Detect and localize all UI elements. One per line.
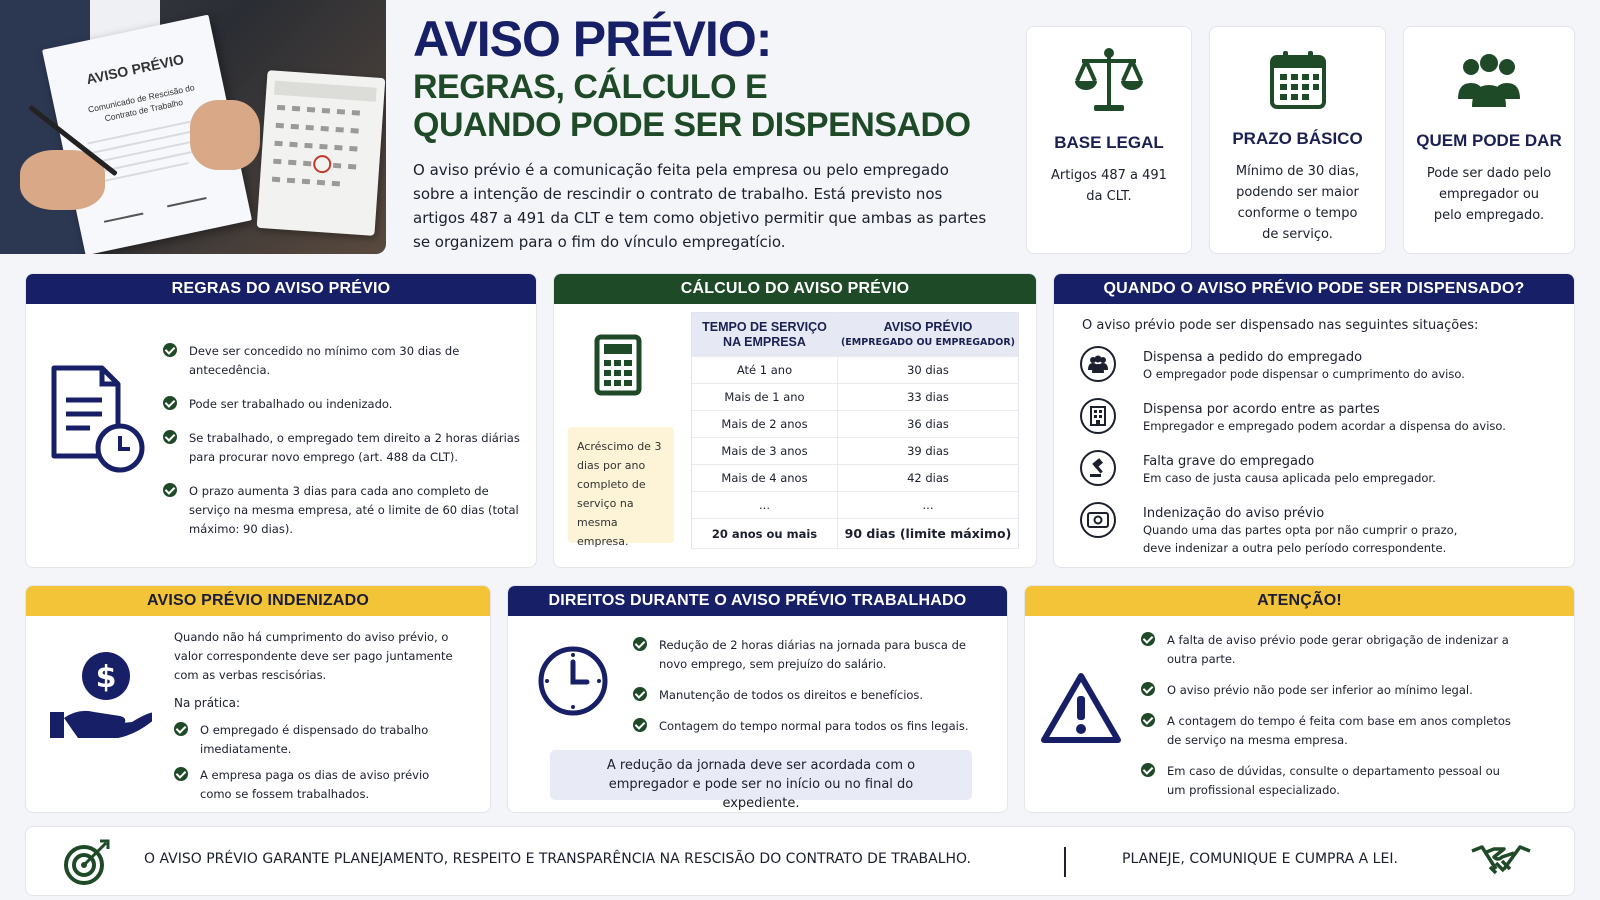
calculo-title: CÁLCULO DO AVISO PRÉVIO	[554, 274, 1036, 304]
check-icon	[1141, 713, 1155, 727]
dispensa-item: Indenização do aviso prévio Quando uma das partes opta por não cumprir o prazo, deve indenizar a outra pelo período correspondente.	[1143, 506, 1458, 555]
list-item: Manutenção de todos os direitos e benefícios.	[633, 686, 978, 705]
calculo-table	[691, 312, 1019, 549]
indenizado-text: Quando não há cumprimento do aviso prévio, o valor correspondente deve ser pago juntamente com as verbas rescisórias.	[174, 630, 453, 682]
title-line-2: REGRAS, CÁLCULO E	[413, 68, 768, 106]
list-item: Deve ser concedido no mínimo com 30 dias de antecedência.	[163, 342, 523, 380]
direitos-note: A redução da jornada deve ser acordada com o empregador e pode ser no início ou no final do expediente.	[550, 750, 972, 800]
document-clock-icon	[46, 364, 146, 474]
indenizado-title: AVISO PRÉVIO INDENIZADO	[26, 586, 490, 616]
table-header	[692, 313, 1019, 357]
atencao-section	[1024, 585, 1575, 813]
table-row: 20 anos ou mais 90 dias (limite máximo)	[692, 519, 1019, 549]
check-icon	[163, 483, 177, 497]
footer-slogan: PLANEJE, COMUNIQUE E CUMPRA A LEI.	[1122, 851, 1398, 867]
list-item: Se trabalhado, o empregado tem direito a 2 horas diárias para procurar novo emprego (art. 488 da CLT).	[163, 429, 523, 467]
title-line-3: QUANDO PODE SER DISPENSADO	[413, 106, 971, 144]
footer-banner	[25, 826, 1575, 896]
info-card-title: PRAZO BÁSICO	[1232, 129, 1363, 148]
list-item: Redução de 2 horas diárias na jornada para busca de novo emprego, sem prejuízo do salário.	[633, 636, 978, 674]
check-icon	[1141, 763, 1155, 777]
regras-title: REGRAS DO AVISO PRÉVIO	[26, 274, 536, 304]
calendar-icon	[1268, 49, 1328, 111]
col-header-aviso: AVISO PRÉVIO (EMPREGADO OU EMPREGADOR)	[838, 313, 1019, 357]
footer-message: O AVISO PRÉVIO GARANTE PLANEJAMENTO, RESPEITO E TRANSPARÊNCIA NA RESCISÃO DO CONTRATO DE TRABALHO.	[144, 851, 971, 867]
scales-icon	[1072, 45, 1146, 115]
info-card-title: QUEM PODE DAR	[1416, 131, 1562, 150]
dispensa-intro: O aviso prévio pode ser dispensado nas seguintes situações:	[1082, 318, 1479, 333]
list-item: O empregado é dispensado do trabalho imediatamente.	[174, 721, 464, 759]
check-icon	[163, 430, 177, 444]
col-header-tempo: TEMPO DE SERVIÇO NA EMPRESA	[692, 313, 838, 357]
info-card-quem	[1403, 26, 1575, 254]
clock-icon	[536, 644, 610, 718]
dispensa-section	[1053, 273, 1575, 568]
calculo-section	[553, 273, 1037, 568]
check-icon	[174, 767, 188, 781]
list-item: Em caso de dúvidas, consulte o departamento pessoal ou um profissional especializado.	[1141, 762, 1511, 800]
direitos-title: DIREITOS DURANTE O AVISO PRÉVIO TRABALHADO	[508, 586, 1007, 616]
dispensa-item: Falta grave do empregado Em caso de justa causa aplicada pelo empregador.	[1143, 454, 1436, 485]
calendar-image	[257, 70, 386, 236]
check-icon	[1141, 632, 1155, 646]
dispensa-item: Dispensa a pedido do empregado O empregador pode dispensar o cumprimento do aviso.	[1143, 350, 1465, 381]
people-icon	[1456, 53, 1522, 109]
title-line-1: AVISO PRÉVIO:	[413, 11, 772, 67]
list-item: O prazo aumenta 3 dias para cada ano completo de serviço na mesma empresa, até o limite de 60 dias (total máximo: 90 dias).	[163, 482, 523, 539]
list-item: Contagem do tempo normal para todos os fins legais.	[633, 717, 978, 736]
info-card-title: BASE LEGAL	[1054, 133, 1164, 152]
list-item: Pode ser trabalhado ou indenizado.	[163, 395, 523, 414]
info-card-text: Artigos 487 a 491 da CLT.	[1051, 168, 1167, 204]
table-row: Mais de 1 ano 33 dias	[692, 384, 1019, 411]
check-icon	[163, 343, 177, 357]
list-item: A empresa paga os dias de aviso prévio como se fossem trabalhados.	[174, 766, 464, 804]
check-icon	[174, 722, 188, 736]
info-card-text: Pode ser dado pelo empregador ou pelo empregado.	[1426, 166, 1552, 223]
target-icon	[62, 837, 112, 887]
hand-coin-icon	[48, 648, 152, 740]
paper-title: AVISO PRÉVIO	[84, 50, 186, 88]
page-title	[413, 11, 971, 144]
list-item: A contagem do tempo é feita com base em anos completos de serviço na mesma empresa.	[1141, 712, 1511, 750]
check-icon	[633, 687, 647, 701]
calculator-icon	[594, 334, 642, 396]
hero-photo	[0, 0, 386, 254]
check-icon	[1141, 682, 1155, 696]
atencao-title: ATENÇÃO!	[1025, 586, 1574, 616]
handshake-icon	[1470, 841, 1532, 883]
dispensa-title: QUANDO O AVISO PRÉVIO PODE SER DISPENSADO?	[1054, 274, 1574, 304]
direitos-section	[507, 585, 1008, 813]
regras-section	[25, 273, 537, 568]
money-icon	[1080, 502, 1116, 538]
pratica-label: Na prática:	[174, 696, 241, 710]
group-icon	[1080, 346, 1116, 382]
footer-divider	[1064, 847, 1066, 877]
table-row: Até 1 ano 30 dias	[692, 357, 1019, 384]
info-card-prazo	[1209, 26, 1386, 254]
indenizado-section	[25, 585, 491, 813]
check-icon	[633, 718, 647, 732]
check-icon	[163, 396, 177, 410]
info-card-text: Mínimo de 30 dias, podendo ser maior conforme o tempo de serviço.	[1235, 164, 1360, 242]
gavel-icon	[1080, 450, 1116, 486]
info-card-base-legal	[1026, 26, 1192, 254]
table-row: ... ...	[692, 492, 1019, 519]
table-row: Mais de 2 anos 36 dias	[692, 411, 1019, 438]
building-icon	[1080, 398, 1116, 434]
table-row: Mais de 4 anos 42 dias	[692, 465, 1019, 492]
calculo-note: Acréscimo de 3 dias por ano completo de serviço na mesma empresa.	[568, 427, 674, 543]
intro-text: O aviso prévio é a comunicação feita pela empresa ou pelo empregado sobre a intenção de rescindir o contrato de trabalho. Está previsto nos artigos 487 a 491 da CLT e tem como objetivo permitir que ambas as partes se organizem para o fim do vínculo empregatício.	[413, 161, 987, 251]
warning-icon	[1039, 670, 1123, 746]
svg-text:$: $	[95, 660, 117, 695]
table-row: Mais de 3 anos 39 dias	[692, 438, 1019, 465]
dispensa-item: Dispensa por acordo entre as partes Empregador e empregado podem acordar a dispensa do aviso.	[1143, 402, 1506, 433]
paper-subtitle: Comunicado de Rescisão do Contrato de Trabalho	[87, 82, 196, 124]
check-icon	[633, 637, 647, 651]
list-item: A falta de aviso prévio pode gerar obrigação de indenizar a outra parte.	[1141, 631, 1511, 669]
list-item: O aviso prévio não pode ser inferior ao mínimo legal.	[1141, 681, 1511, 700]
